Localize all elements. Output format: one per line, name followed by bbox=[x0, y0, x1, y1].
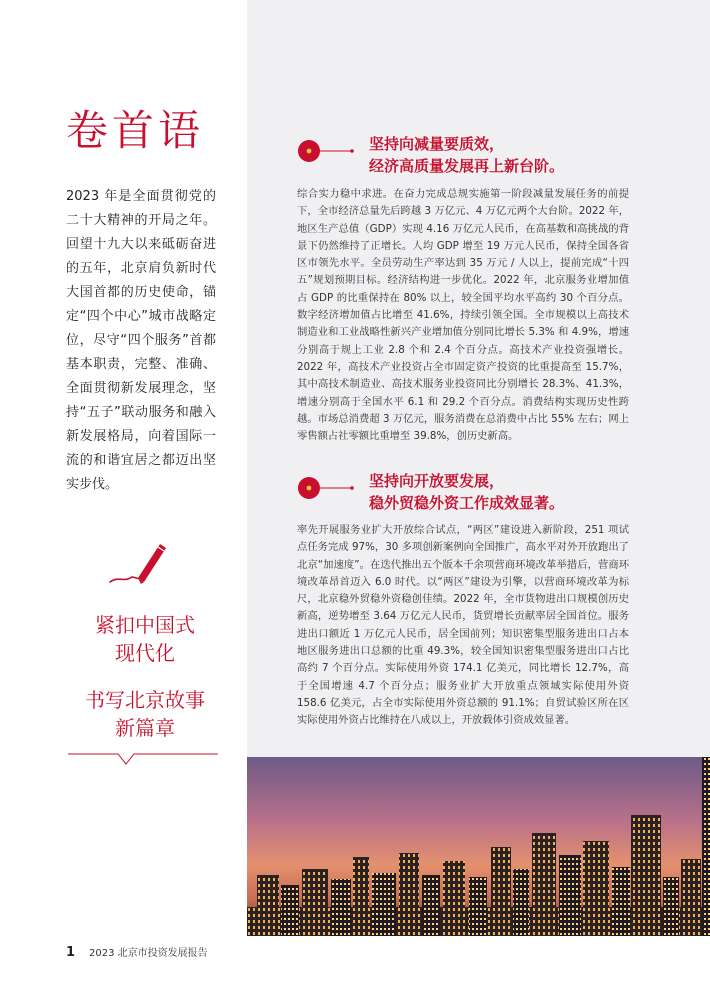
city-skyline-photo bbox=[247, 757, 710, 936]
section2-title-line1: 坚持向开放要发展， bbox=[369, 472, 505, 490]
slogan-underline-divider bbox=[68, 750, 218, 770]
section2-title-line2: 稳外贸稳外资工作成效显著。 bbox=[369, 494, 565, 512]
section1-title bbox=[369, 133, 564, 177]
slogan-block-2 bbox=[60, 686, 230, 742]
preface-body: 2023 年是全面贯彻党的二十大精神的开局之年。回望十九大以来砥砺奋进的五年，北京肩负新时代大国首都的历史使命，锚定“四个中心”城市战略定位，尽守“四个服务”首都基本职责，完整、准确、全面贯彻新发展理念，坚持“五子”联动服务和融入新发展格局，向着国际一流的和谐宜居之都迈出坚实步伐。 bbox=[66, 189, 216, 492]
slogan-line-2: 现代化 bbox=[115, 641, 175, 665]
page-number: 1 bbox=[66, 945, 76, 960]
section1-title-line1: 坚持向减量要质效， bbox=[369, 135, 505, 153]
slogan-line-3: 书写北京故事 bbox=[85, 688, 205, 712]
slogan-line-4: 新篇章 bbox=[115, 716, 175, 740]
slogan-line-1: 紧扣中国式 bbox=[95, 613, 195, 637]
section2-body: 率先开展服务业扩大开放综合试点，“两区”建设进入新阶段，251 项试点任务完成 97%，30 多项创新案例向全国推广，高水平对外开放跑出了北京“加速度”。在迭代推出五个版本千余项营商环境改革举措后，营商环境改革昂首迈入 6.0 时代。以“两区”建设为引擎，以营商环境改革为标尺，北京稳外贸稳外资稳创佳绩。2022 年，全市货物进出口规模创历史新高，逆势增至 3.64 万亿元人民币，货贸增长贡献率居全国首位。服务进出口额近 1 万亿元人民币，居全国前列；知识密集型服务进出口占本地区服务进出口总额的比重 49.3%，较全国知识密集型服务进出口占比高约 7 个百分点。实际使用外资 174.1 亿美元，同比增长 12.7%，高于全国增速 4.7 个百分点；服务业扩大开放重点领域实际使用外资 158.6 亿美元，占全市实际使用外资总额的 91.1%；自贸试验区所在区实际使用外资占比维持在八成以上，开放载体引资成效显著。 bbox=[297, 524, 629, 727]
red-dot-arrow-icon bbox=[297, 476, 357, 500]
section2-heading bbox=[297, 470, 564, 514]
section1-heading bbox=[297, 133, 564, 177]
section2-title bbox=[369, 470, 564, 514]
slogan-block-1 bbox=[60, 611, 230, 667]
red-dot-arrow-icon bbox=[297, 139, 357, 163]
preface-title: 卷首语 bbox=[66, 106, 205, 155]
section1-title-line2: 经济高质量发展再上新台阶。 bbox=[369, 157, 565, 175]
section1-body: 综合实力稳中求进。在奋力完成总规实施第一阶段减量发展任务的前提下，全市经济总量先后跨越 3 万亿元、4 万亿元两个大台阶。2022 年，地区生产总值（GDP）实现 4.16 万亿元人民币，在高基数和高挑战的背景下仍然维持了正增长。人均 GDP 增至 19 万元人民币，保持全国各省区市领先水平。全员劳动生产率达到 35 万元 / 人以上，提前完成“十四五”规划预期目标。经济结构进一步优化。2022 年，北京服务业增加值占 GDP 的比重保持在 80% 以上，较全国平均水平高约 30 个百分点。数字经济增加值占比增至 41.6%，持续引领全国。全市规模以上高技术制造业和工业战略性新兴产业增加值分别同比增长 5.3% 和 4.9%，增速分别高于规上工业 2.8 个和 2.4 个百分点。高技术产业投资强增长。2022 年，高技术产业投资占全市固定资产投资的比重提高至 15.7%，其中高技术制造业、高技术服务业投资同比分别增长 28.3%、41.3%，增速分别高于全国水平 6.1 和 29.2 个百分点。消费结构实现历史性跨越。市场总消费超 3 万亿元，服务消费在总消费中占比 55% 左右；网上零售额占社零额比重增至 39.8%，创历史新高。 bbox=[297, 188, 629, 443]
pen-icon bbox=[108, 538, 168, 588]
page-footer bbox=[66, 944, 208, 960]
report-title: 2023 北京市投资发展报告 bbox=[89, 948, 208, 959]
